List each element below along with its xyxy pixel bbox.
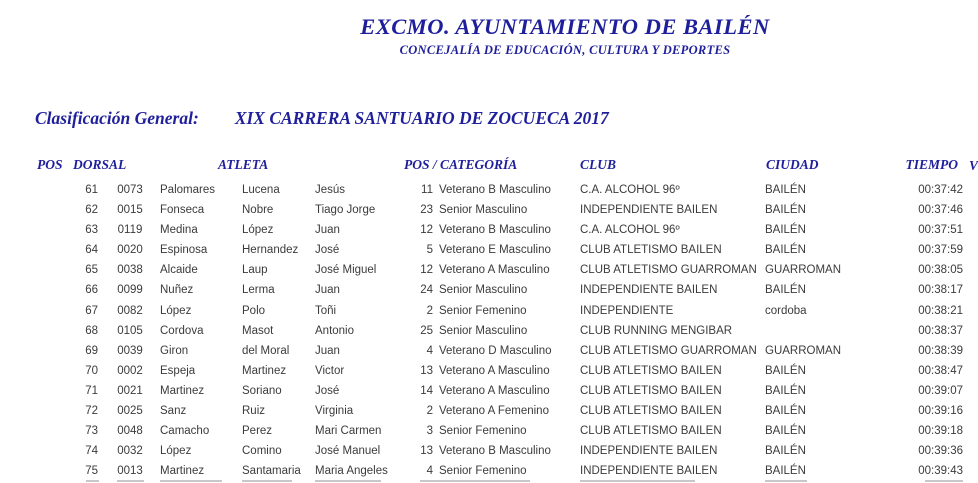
firstname-cell: Mari Carmen: [315, 425, 382, 438]
category-cell: Veterano B Masculino: [439, 224, 551, 237]
firstname-cell: Juan: [315, 344, 340, 357]
time-cell: 00:39:18: [918, 425, 963, 438]
category-cell: Veterano B Masculino: [439, 445, 551, 458]
surname1-cell: Espinosa: [160, 244, 208, 257]
surname2-cell: Comino: [242, 445, 282, 458]
result-row: [0, 401, 978, 421]
club-cell: INDEPENDIENTE BAILEN: [580, 284, 718, 297]
category-pos-cell: 4: [426, 465, 433, 478]
classification-label: Clasificación General:: [35, 108, 199, 128]
time-cell: 00:37:59: [918, 244, 963, 257]
pos-cell: 67: [85, 304, 98, 317]
category-pos-cell: 4: [426, 344, 433, 357]
org-subtitle: CONCEJALÍA DE EDUCACIÓN, CULTURA Y DEPORTES: [399, 43, 731, 57]
dorsal-cell: 0119: [117, 224, 143, 237]
time-cell: 00:39:07: [918, 384, 963, 397]
time-cell: 00:39:36: [918, 445, 963, 458]
results-table: [0, 180, 978, 481]
club-cell: CLUB ATLETISMO BAILEN: [580, 425, 722, 438]
time-cell: 00:38:39: [918, 344, 963, 357]
firstname-cell: Antonio: [315, 324, 355, 337]
city-cell: BAILÉN: [765, 384, 806, 397]
category-cell: Veterano A Masculino: [439, 384, 550, 397]
surname2-cell: Nobre: [242, 204, 274, 217]
dorsal-cell: 0021: [117, 384, 143, 397]
surname2-cell: Masot: [242, 324, 274, 337]
pos-cell: 74: [85, 445, 98, 458]
category-cell: Veterano A Masculino: [439, 364, 550, 377]
category-pos-cell: 12: [420, 264, 433, 277]
result-row: [0, 341, 978, 361]
firstname-cell: Victor: [315, 364, 345, 377]
firstname-cell: Juan: [315, 284, 340, 297]
category-pos-cell: 5: [426, 244, 433, 257]
race-title: XIX CARRERA SANTUARIO DE ZOCUECA 2017: [234, 108, 609, 128]
category-cell: Senior Femenino: [439, 425, 527, 438]
category-pos-cell: 25: [420, 324, 433, 337]
surname2-cell: Laup: [242, 264, 268, 277]
org-title: EXCMO. AYUNTAMIENTO DE BAILÉN: [360, 14, 770, 39]
col-header-tiempo: TIEMPO: [905, 157, 958, 172]
table-header-row: [0, 157, 978, 175]
section-title: [35, 108, 609, 129]
dorsal-cell: 0099: [117, 284, 143, 297]
surname2-cell: Soriano: [242, 384, 282, 397]
time-cell: 00:38:05: [918, 264, 963, 277]
city-cell: BAILÉN: [765, 425, 806, 438]
time-cell: 00:38:37: [918, 324, 963, 337]
pos-cell: 65: [85, 264, 98, 277]
category-pos-cell: 24: [420, 284, 433, 297]
category-pos-cell: 3: [426, 425, 433, 438]
category-pos-cell: 11: [421, 184, 433, 196]
dorsal-cell: 0015: [117, 204, 143, 217]
club-cell: CLUB ATLETISMO BAILEN: [580, 244, 722, 257]
clipped-next-column-glyph: V: [969, 158, 978, 173]
firstname-cell: Juan: [315, 224, 340, 237]
doc-header: [150, 14, 978, 58]
city-cell: BAILÉN: [765, 224, 806, 237]
time-cell: 00:39:43: [918, 465, 963, 478]
surname1-cell: López: [160, 304, 192, 317]
dorsal-cell: 0038: [117, 264, 143, 277]
result-row: [0, 280, 978, 300]
category-cell: Senior Femenino: [439, 465, 527, 478]
surname1-cell: Alcaide: [160, 264, 198, 277]
category-pos-cell: 2: [426, 304, 433, 317]
category-cell: Senior Femenino: [439, 304, 527, 317]
category-pos-cell: 13: [420, 445, 433, 458]
surname2-cell: Hernandez: [242, 244, 299, 257]
surname2-cell: Santamaria: [242, 465, 301, 478]
surname1-cell: Espeja: [160, 364, 196, 377]
result-row: [0, 200, 978, 220]
dorsal-cell: 0039: [117, 344, 143, 357]
time-cell: 00:37:42: [918, 184, 963, 196]
category-pos-cell: 12: [420, 224, 433, 237]
city-cell: BAILÉN: [765, 364, 806, 377]
time-cell: 00:37:51: [918, 224, 963, 237]
surname1-cell: Cordova: [160, 324, 204, 337]
dorsal-cell: 0073: [117, 184, 143, 196]
pos-cell: 63: [85, 224, 98, 237]
club-cell: CLUB ATLETISMO BAILEN: [580, 384, 722, 397]
surname1-cell: Sanz: [160, 405, 187, 418]
firstname-cell: José Miguel: [315, 264, 377, 277]
surname1-cell: Giron: [160, 344, 189, 357]
category-cell: Veterano A Masculino: [439, 264, 550, 277]
surname2-cell: Lucena: [242, 184, 280, 196]
result-row: [0, 441, 978, 461]
city-cell: BAILÉN: [765, 465, 806, 478]
dorsal-cell: 0032: [117, 445, 143, 458]
firstname-cell: Toñi: [315, 304, 337, 317]
result-row: [0, 461, 978, 481]
city-cell: BAILÉN: [765, 184, 806, 196]
pos-cell: 68: [85, 324, 98, 337]
surname2-cell: Perez: [242, 425, 273, 438]
result-row: [0, 260, 978, 280]
pos-cell: 61: [85, 184, 98, 196]
result-row: [0, 180, 978, 200]
dorsal-cell: 0082: [117, 304, 143, 317]
result-row: [0, 421, 978, 441]
surname1-cell: Camacho: [160, 425, 210, 438]
city-cell: cordoba: [765, 304, 807, 317]
dorsal-cell: 0048: [117, 425, 143, 438]
club-cell: CLUB RUNNING MENGIBAR: [580, 324, 733, 337]
pos-cell: 73: [85, 425, 98, 438]
result-row: [0, 220, 978, 240]
dorsal-cell: 0020: [117, 244, 143, 257]
surname1-cell: Nuñez: [160, 284, 194, 297]
club-cell: INDEPENDIENTE: [580, 304, 674, 317]
surname1-cell: Martinez: [160, 465, 205, 478]
city-cell: GUARROMAN: [765, 344, 842, 357]
category-cell: Senior Masculino: [439, 324, 528, 337]
club-cell: C.A. ALCOHOL 96º: [580, 224, 680, 237]
pos-cell: 71: [85, 384, 98, 397]
surname2-cell: López: [242, 224, 274, 237]
col-header-atleta: ATLETA: [218, 157, 269, 172]
category-pos-cell: 14: [420, 384, 433, 397]
category-cell: Veterano B Masculino: [439, 184, 551, 196]
city-cell: BAILÉN: [765, 445, 806, 458]
category-cell: Veterano E Masculino: [439, 244, 551, 257]
firstname-cell: Maria Angeles: [315, 465, 388, 478]
club-cell: CLUB ATLETISMO GUARROMAN: [580, 264, 757, 277]
pos-cell: 66: [85, 284, 98, 297]
surname2-cell: del Moral: [242, 344, 290, 357]
surname2-cell: Martinez: [242, 364, 287, 377]
club-cell: INDEPENDIENTE BAILEN: [580, 445, 718, 458]
dorsal-cell: 0002: [117, 364, 143, 377]
result-row: [0, 361, 978, 381]
firstname-cell: José: [315, 244, 340, 257]
firstname-cell: Tiago Jorge: [315, 204, 376, 217]
col-header-pos: POS: [37, 157, 63, 172]
firstname-cell: Jesús: [315, 184, 346, 196]
city-cell: BAILÉN: [765, 405, 806, 418]
pos-cell: 75: [85, 465, 98, 478]
surname1-cell: Fonseca: [160, 204, 205, 217]
city-cell: BAILÉN: [765, 204, 806, 217]
time-cell: 00:38:47: [918, 364, 963, 377]
club-cell: CLUB ATLETISMO GUARROMAN: [580, 344, 757, 357]
col-header-dorsal: DORSAL: [73, 157, 127, 172]
surname1-cell: López: [160, 445, 192, 458]
col-header-ciudad: CIUDAD: [766, 157, 819, 172]
time-cell: 00:39:16: [918, 405, 963, 418]
firstname-cell: Virginia: [315, 405, 354, 418]
club-cell: C.A. ALCOHOL 96º: [580, 184, 680, 196]
category-cell: Veterano A Femenino: [439, 405, 549, 418]
club-cell: CLUB ATLETISMO BAILEN: [580, 405, 722, 418]
result-row: [0, 321, 978, 341]
club-cell: INDEPENDIENTE BAILEN: [580, 465, 718, 478]
surname2-cell: Polo: [242, 304, 266, 317]
pos-cell: 72: [85, 405, 98, 418]
dorsal-cell: 0025: [117, 405, 143, 418]
surname2-cell: Lerma: [242, 284, 275, 297]
surname1-cell: Palomares: [160, 184, 215, 196]
club-cell: INDEPENDIENTE BAILEN: [580, 204, 718, 217]
col-header-club: CLUB: [580, 157, 617, 172]
category-pos-cell: 2: [426, 405, 433, 418]
dorsal-cell: 0105: [117, 324, 143, 337]
category-pos-cell: 13: [420, 364, 433, 377]
category-pos-cell: 23: [420, 204, 433, 217]
result-row: [0, 381, 978, 401]
result-row: [0, 301, 978, 321]
firstname-cell: José: [315, 384, 340, 397]
dorsal-cell: 0013: [117, 465, 143, 478]
time-cell: 00:38:21: [918, 304, 963, 317]
pos-cell: 69: [85, 344, 98, 357]
city-cell: BAILÉN: [765, 284, 806, 297]
pos-cell: 64: [85, 244, 98, 257]
surname1-cell: Martinez: [160, 384, 205, 397]
firstname-cell: José Manuel: [315, 445, 381, 458]
time-cell: 00:37:46: [918, 204, 963, 217]
category-cell: Senior Masculino: [439, 204, 528, 217]
surname2-cell: Ruiz: [242, 405, 266, 418]
city-cell: BAILÉN: [765, 244, 806, 257]
category-cell: Veterano D Masculino: [439, 344, 552, 357]
pos-cell: 70: [85, 364, 98, 377]
col-header-categoria: POS / CATEGORÍA: [404, 157, 518, 172]
time-cell: 00:38:17: [918, 284, 963, 297]
club-cell: CLUB ATLETISMO BAILEN: [580, 364, 722, 377]
city-cell: GUARROMAN: [765, 264, 842, 277]
category-cell: Senior Masculino: [439, 284, 528, 297]
result-row: [0, 240, 978, 260]
surname1-cell: Medina: [160, 224, 198, 237]
pos-cell: 62: [85, 204, 98, 217]
